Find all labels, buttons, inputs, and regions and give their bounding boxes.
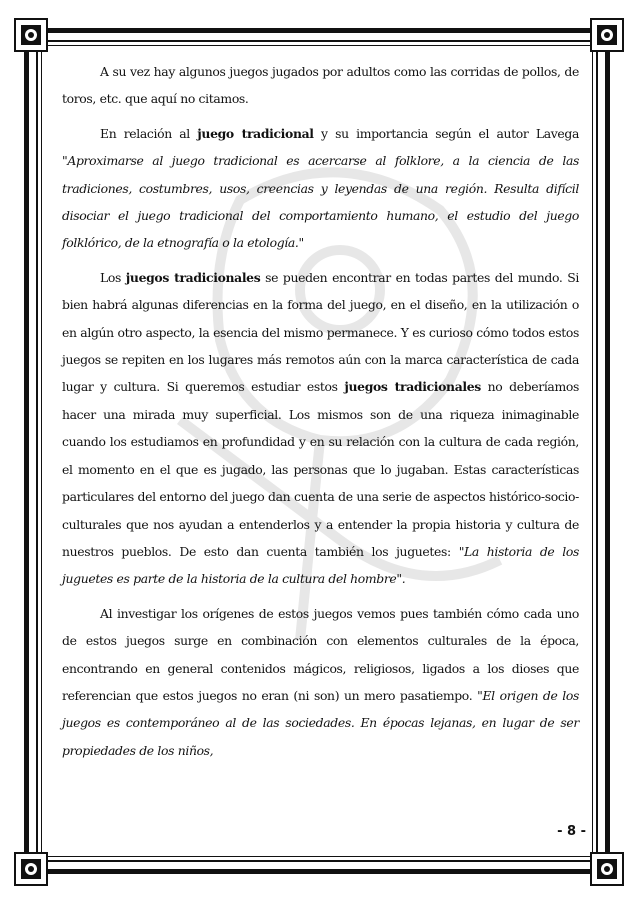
page-number: - 8 - [557,824,586,839]
corner-ornament-bottom-left [14,852,48,886]
paragraph-3-intro: Los [100,269,126,285]
corner-ornament-top-right [590,18,624,52]
paragraph-2 [62,120,579,257]
lavega-quote: "Aproximarse al juego tradicional es acercarse al folklore, a la ciencia de las tradiciones, costumbres, usos, creencias y leyendas de una región. Resulta difícil disociar el juego tradicional del comportamiento humano, el estudio del juego folklórico, de la etnografía o la etología." [62,153,579,251]
term-juegos-tradicionales-2: juegos tradicionales [344,379,481,395]
paragraph-2-intro: En relación al [100,125,198,141]
corner-ornament-bottom-right [590,852,624,886]
paragraph-4-text: Al investigar los orígenes de estos juegos vemos pues también cómo cada uno de estos juegos surge en combinación con elementos culturales de la época, encontrando en general contenidos mágicos, religiosos, ligados a los dioses que referencian que estos juegos no eran (ni son) un mero pasatiempo. [62,605,579,703]
paragraph-2-middle: y su importancia según el autor Lavega [313,125,580,141]
document-body [62,58,579,771]
paragraph-3-part-2: no deberíamos hacer una mirada muy superficial. Los mismos son de una riqueza inimaginable cuando los estudiamos en profundidad y en su relación con la cultura de cada región, el momento en el que es jugado, las personas que lo jugaban. Estas características particulares del entorno del juego dan cuenta de una serie de aspectos histórico-socio-culturales que nos ayudan a entenderlos y a entender la propia historia y cultura de nuestros pueblos. De esto dan cuenta también los juguetes: [62,379,579,559]
paragraph-1-text: A su vez hay algunos juegos jugados por adultos como las corridas de pollos, de toros, etc. que aquí no citamos. [62,64,579,107]
term-juegos-tradicionales-1: juegos tradicionales [125,269,261,285]
corner-ornament-top-left [14,18,48,52]
paragraph-3-part-1: se pueden encontrar en todas partes del mundo. Si bien habrá algunas diferencias en la forma del juego, en el diseño, en la utilización o en algún otro aspecto, la esencia del mismo permanece. Y es curioso cómo todos estos juegos se repiten en los lugares más remotos aún con la marca característica de cada lugar y cultura. Si queremos estudiar estos [62,269,579,395]
juguetes-quote: "La historia de los juguetes es parte de la historia de la cultura del hombre". [62,543,579,587]
paragraph-1 [62,58,579,113]
term-juego-tradicional: juego tradicional [197,125,314,141]
paragraph-4 [62,600,579,764]
origen-quote: "El origen de los juegos es contemporáneo al de las sociedades. En épocas lejanas, en lugar de ser propiedades de los niños, [62,687,579,758]
paragraph-3 [62,264,579,593]
